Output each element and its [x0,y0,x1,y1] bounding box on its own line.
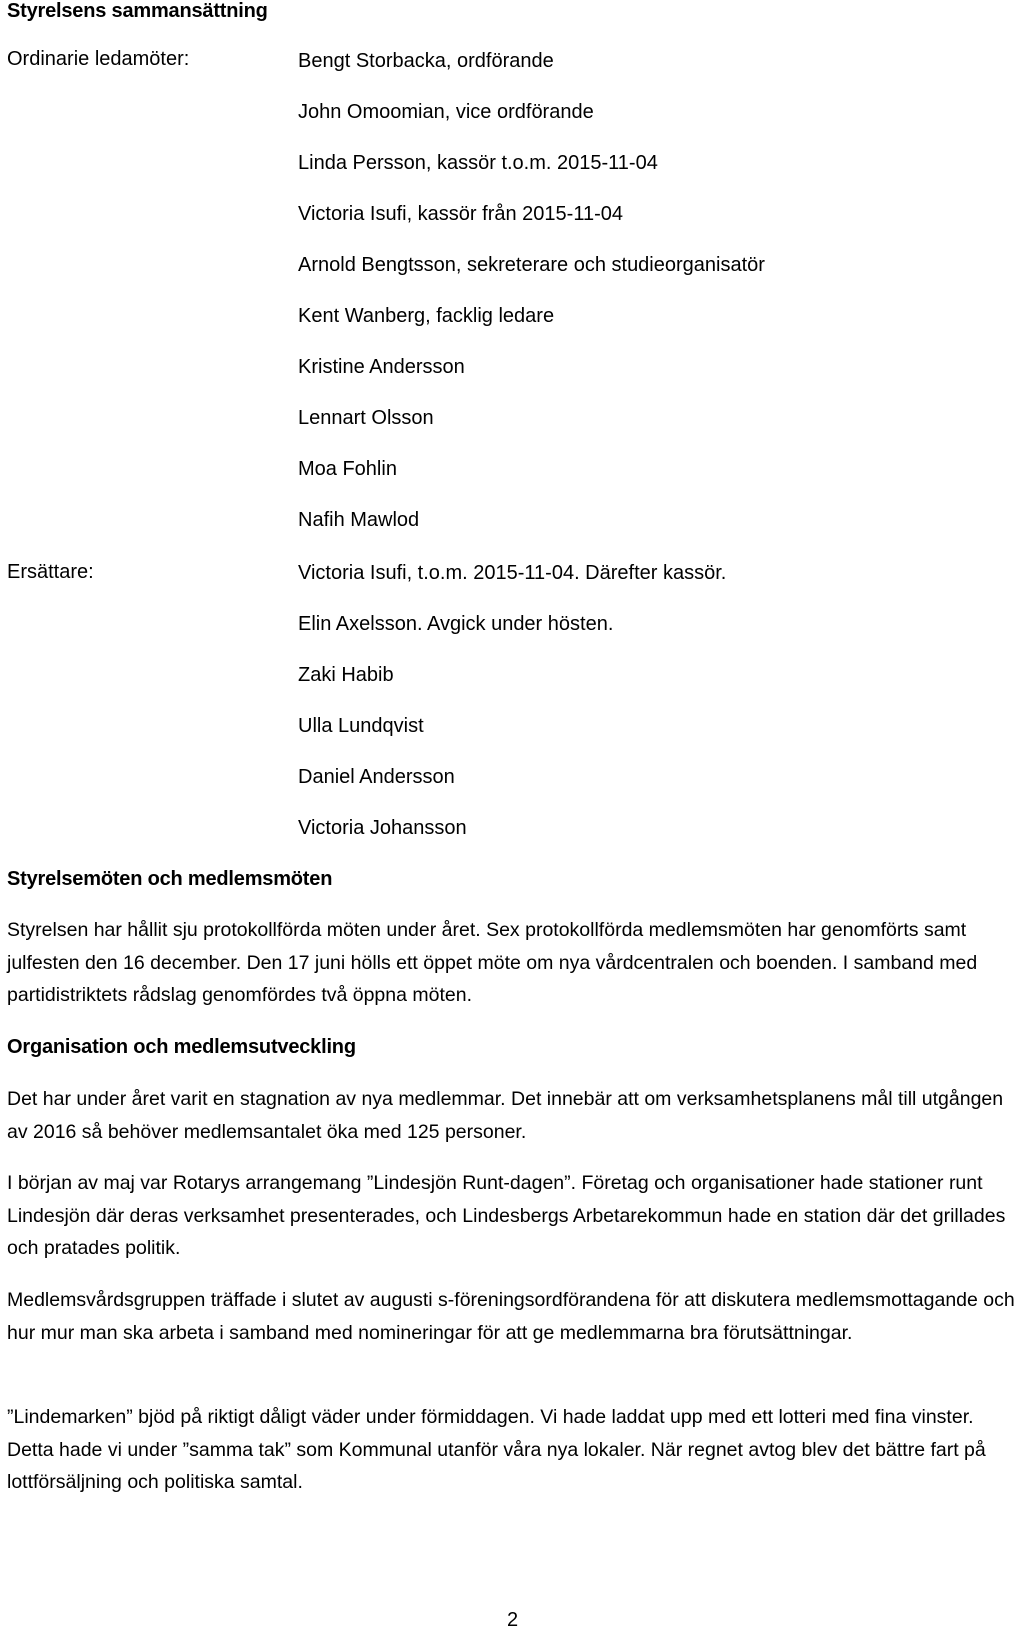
substitute-name: Ulla Lundqvist [298,715,424,737]
substitute-name: Victoria Isufi, t.o.m. 2015-11-04. Därefter kassör. [298,562,727,584]
substitute-name: Victoria Johansson [298,817,467,839]
page-number: 2 [507,1609,519,1631]
organisation-paragraph: I början av maj var Rotarys arrangemang ”Lindesjön Runt-dagen”. Företag och organisationer hade stationer runt Lindesjön där deras verksamhet presenterades, och Lindesbergs Arbetarekommun hade en station där det grillades och pratades politik. [7,1172,1006,1259]
heading-board-composition: Styrelsens sammansättning [7,0,268,22]
member-name: Linda Persson, kassör t.o.m. 2015-11-04 [298,152,658,174]
substitute-name: Zaki Habib [298,664,394,686]
substitutes-list [298,561,726,867]
substitutes-label: Ersättare: [7,561,94,583]
member-name: Kristine Andersson [298,356,465,378]
member-name: John Omoomian, vice ordförande [298,101,594,123]
member-name: Nafih Mawlod [298,509,420,531]
ordinary-members-list [298,49,765,559]
substitute-name: Daniel Andersson [298,766,455,788]
member-name: Kent Wanberg, facklig ledare [298,305,555,327]
organisation-paragraph: Medlemsvårdsgruppen träffade i slutet av augusti s-föreningsordförandena för att diskutera medlemsmottagande och hur mur man ska arbeta i samband med nomineringar för att ge medlemmarna bra förutsättningar. [7,1289,1015,1344]
heading-meetings: Styrelsemöten och medlemsmöten [7,868,333,890]
meetings-paragraph: Styrelsen har hållit sju protokollförda möten under året. Sex protokollförda medlemsmöten har genomförts samt julfesten den 16 december. Den 17 juni hölls ett öppet möte om nya vårdcentralen och boenden. I samband med partidistriktets rådslag genomfördes två öppna möten. [7,919,978,1006]
member-name: Bengt Storbacka, ordförande [298,50,554,72]
member-name: Lennart Olsson [298,407,434,429]
member-name: Victoria Isufi, kassör från 2015-11-04 [298,203,623,225]
organisation-paragraph: Det har under året varit en stagnation av nya medlemmar. Det innebär att om verksamhetsplanens mål till utgången av 2016 så behöver medlemsantalet öka med 125 personer. [7,1088,1004,1143]
substitute-name: Elin Axelsson. Avgick under hösten. [298,613,614,635]
member-name: Arnold Bengtsson, sekreterare och studieorganisatör [298,254,765,276]
member-name: Moa Fohlin [298,458,397,480]
heading-organisation: Organisation och medlemsutveckling [7,1036,356,1058]
organisation-paragraph: ”Lindemarken” bjöd på riktigt dåligt väder under förmiddagen. Vi hade laddat upp med ett lotteri med fina vinster. Detta hade vi under ”samma tak” som Kommunal utanför våra nya lokaler. När regnet avtog blev det bättre fart på lottförsäljning och politiska samtal. [7,1406,986,1493]
ordinary-members-label: Ordinarie ledamöter: [7,48,190,70]
